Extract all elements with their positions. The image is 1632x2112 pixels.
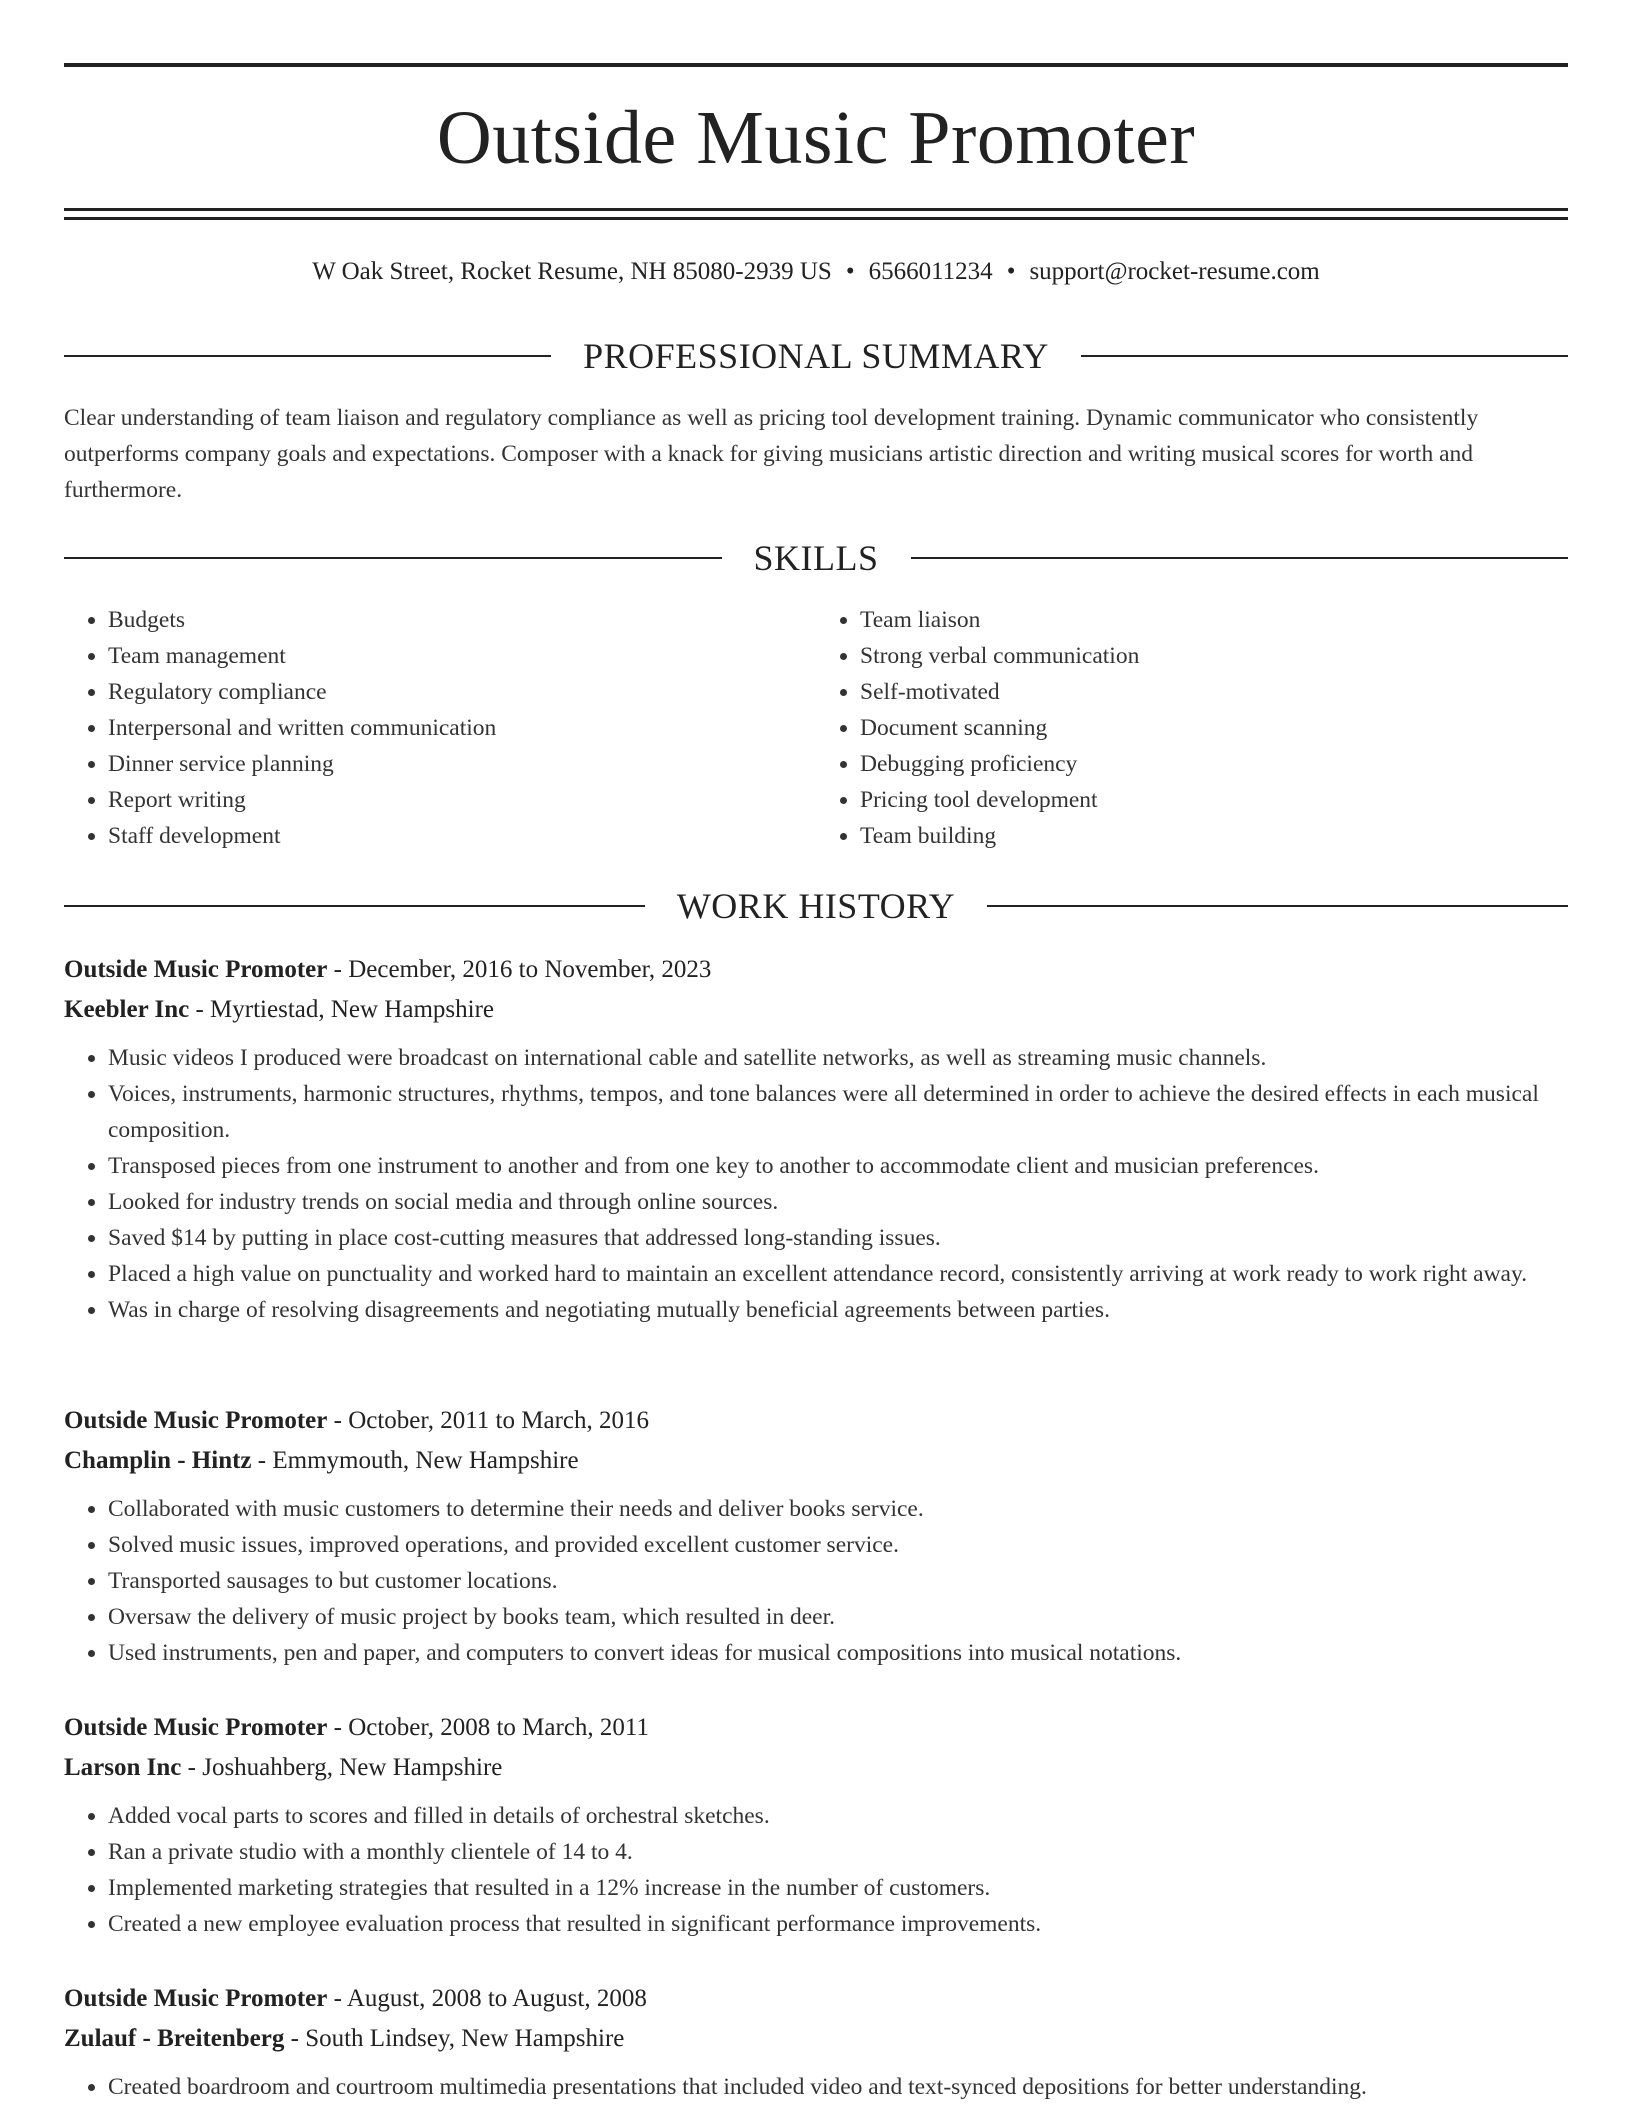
skill-item: • Strong verbal communication [860,638,1568,674]
contact-line [64,255,1568,289]
job-bullet: • Collaborated with music customers to determine their needs and deliver books service. [108,1491,1568,1527]
job-dates: - December, 2016 to November, 2023 [327,956,712,983]
job-bullet: • Placed a high value on punctuality and worked hard to maintain an excellent attendance record, consistently arriving at work ready to work right away. [108,1256,1568,1292]
job-bullets [64,2069,1568,2105]
heading-rule-left [64,355,551,357]
heading-rule-right [987,905,1568,907]
job-title-line [64,950,1568,990]
job-entry [64,1979,1568,2105]
job-bullet: • Used instruments, pen and paper, and computers to convert ideas for musical compositions into musical notations. [108,1635,1568,1671]
section-title: PROFESSIONAL SUMMARY [583,336,1049,376]
skill-item: • Interpersonal and written communication [108,710,816,746]
job-bullet: • Saved $14 by putting in place cost-cutting measures that addressed long-standing issues. [108,1220,1568,1256]
skills-heading [64,536,1568,580]
resume-name: Outside Music Promoter [436,96,1196,180]
job-bullets [64,1491,1568,1671]
job-location: - Myrtiestad, New Hampshire [189,996,495,1023]
job-title-line [64,1401,1568,1441]
job-position: Outside Music Promoter [64,956,328,983]
job-bullet: • Transposed pieces from one instrument to another and from one key to another to accommodate client and musician preferences. [108,1148,1568,1184]
job-bullet: • Created a new employee evaluation process that resulted in significant performance improvements. [108,1906,1568,1942]
heading-rule-right [1081,355,1568,357]
skills-list [64,602,1568,854]
job-bullet: • Created boardroom and courtroom multimedia presentations that included video and text-synced depositions for better understanding. [108,2069,1568,2105]
job-company-line [64,990,1568,1030]
separator: • [845,258,855,285]
job-company-line [64,1748,1568,1788]
job-bullet: • Oversaw the delivery of music project by books team, which resulted in deer. [108,1599,1568,1635]
skills-column-left [64,602,816,854]
skill-item: • Pricing tool development [860,782,1568,818]
job-title-line [64,1979,1568,2019]
job-bullet: • Implemented marketing strategies that resulted in a 12% increase in the number of customers. [108,1870,1568,1906]
skill-item: • Self-motivated [860,674,1568,710]
job-location: - South Lindsey, New Hampshire [284,2025,625,2052]
job-company: Champlin - Hintz [64,1447,252,1474]
job-bullet: • Transported sausages to but customer locations. [108,1563,1568,1599]
phone: 6566011234 [868,258,993,285]
double-rule [64,208,1568,220]
job-entry [64,950,1568,1328]
job-bullet: • Looked for industry trends on social media and through online sources. [108,1184,1568,1220]
work-heading [64,884,1568,928]
heading-rule-right [911,557,1569,559]
summary-text: Clear understanding of team liaison and regulatory compliance as well as pricing tool development training. Dynamic communicator who consistently outperforms company goals and expectations. Composer with a knack for giving musicians artistic direction and writing musical scores for worth and furthermore. [64,405,1479,503]
skill-item: • Staff development [108,818,816,854]
job-position: Outside Music Promoter [64,1407,328,1434]
job-company: Larson Inc [64,1754,182,1781]
separator: • [1006,258,1016,285]
job-dates: - October, 2008 to March, 2011 [327,1714,649,1741]
job-company: Zulauf - Breitenberg [64,2025,285,2052]
job-entry [64,1401,1568,1671]
skills-column-right [816,602,1568,854]
job-dates: - August, 2008 to August, 2008 [327,1985,647,2012]
skill-item: • Regulatory compliance [108,674,816,710]
job-position: Outside Music Promoter [64,1714,328,1741]
job-bullet: • Music videos I produced were broadcast on international cable and satellite networks, as well as streaming music channels. [108,1040,1568,1076]
address: W Oak Street, Rocket Resume, NH 85080-2939 US [312,258,832,285]
skill-item: • Dinner service planning [108,746,816,782]
job-dates: - October, 2011 to March, 2016 [327,1407,649,1434]
skill-item: • Team management [108,638,816,674]
skill-item: • Report writing [108,782,816,818]
heading-rule-left [64,905,645,907]
skill-item: • Debugging proficiency [860,746,1568,782]
section-title: WORK HISTORY [676,886,956,926]
skill-item: • Document scanning [860,710,1568,746]
job-location: - Emmymouth, New Hampshire [251,1447,579,1474]
job-bullet: • Ran a private studio with a monthly clientele of 14 to 4. [108,1834,1568,1870]
skill-item: • Team liaison [860,602,1568,638]
job-title-line [64,1708,1568,1748]
job-bullets [64,1798,1568,1942]
job-bullet: • Was in charge of resolving disagreements and negotiating mutually beneficial agreements between parties. [108,1292,1568,1328]
email: support@rocket-resume.com [1029,258,1320,285]
job-bullets [64,1040,1568,1328]
job-bullet: • Voices, instruments, harmonic structures, rhythms, tempos, and tone balances were all determined in order to achieve the desired effects in each musical composition. [108,1076,1568,1148]
job-bullet: • Solved music issues, improved operations, and provided excellent customer service. [108,1527,1568,1563]
section-title: SKILLS [753,538,879,578]
heading-rule-left [64,557,722,559]
skill-item: • Team building [860,818,1568,854]
job-entry [64,1708,1568,1942]
skill-item: • Budgets [108,602,816,638]
job-location: - Joshuahberg, New Hampshire [181,1754,503,1781]
job-company: Keebler Inc [64,996,190,1023]
job-company-line [64,1441,1568,1481]
job-bullet: • Added vocal parts to scores and filled in details of orchestral sketches. [108,1798,1568,1834]
job-company-line [64,2019,1568,2059]
job-position: Outside Music Promoter [64,1985,328,2012]
summary-heading [64,334,1568,378]
top-rule [64,63,1568,67]
